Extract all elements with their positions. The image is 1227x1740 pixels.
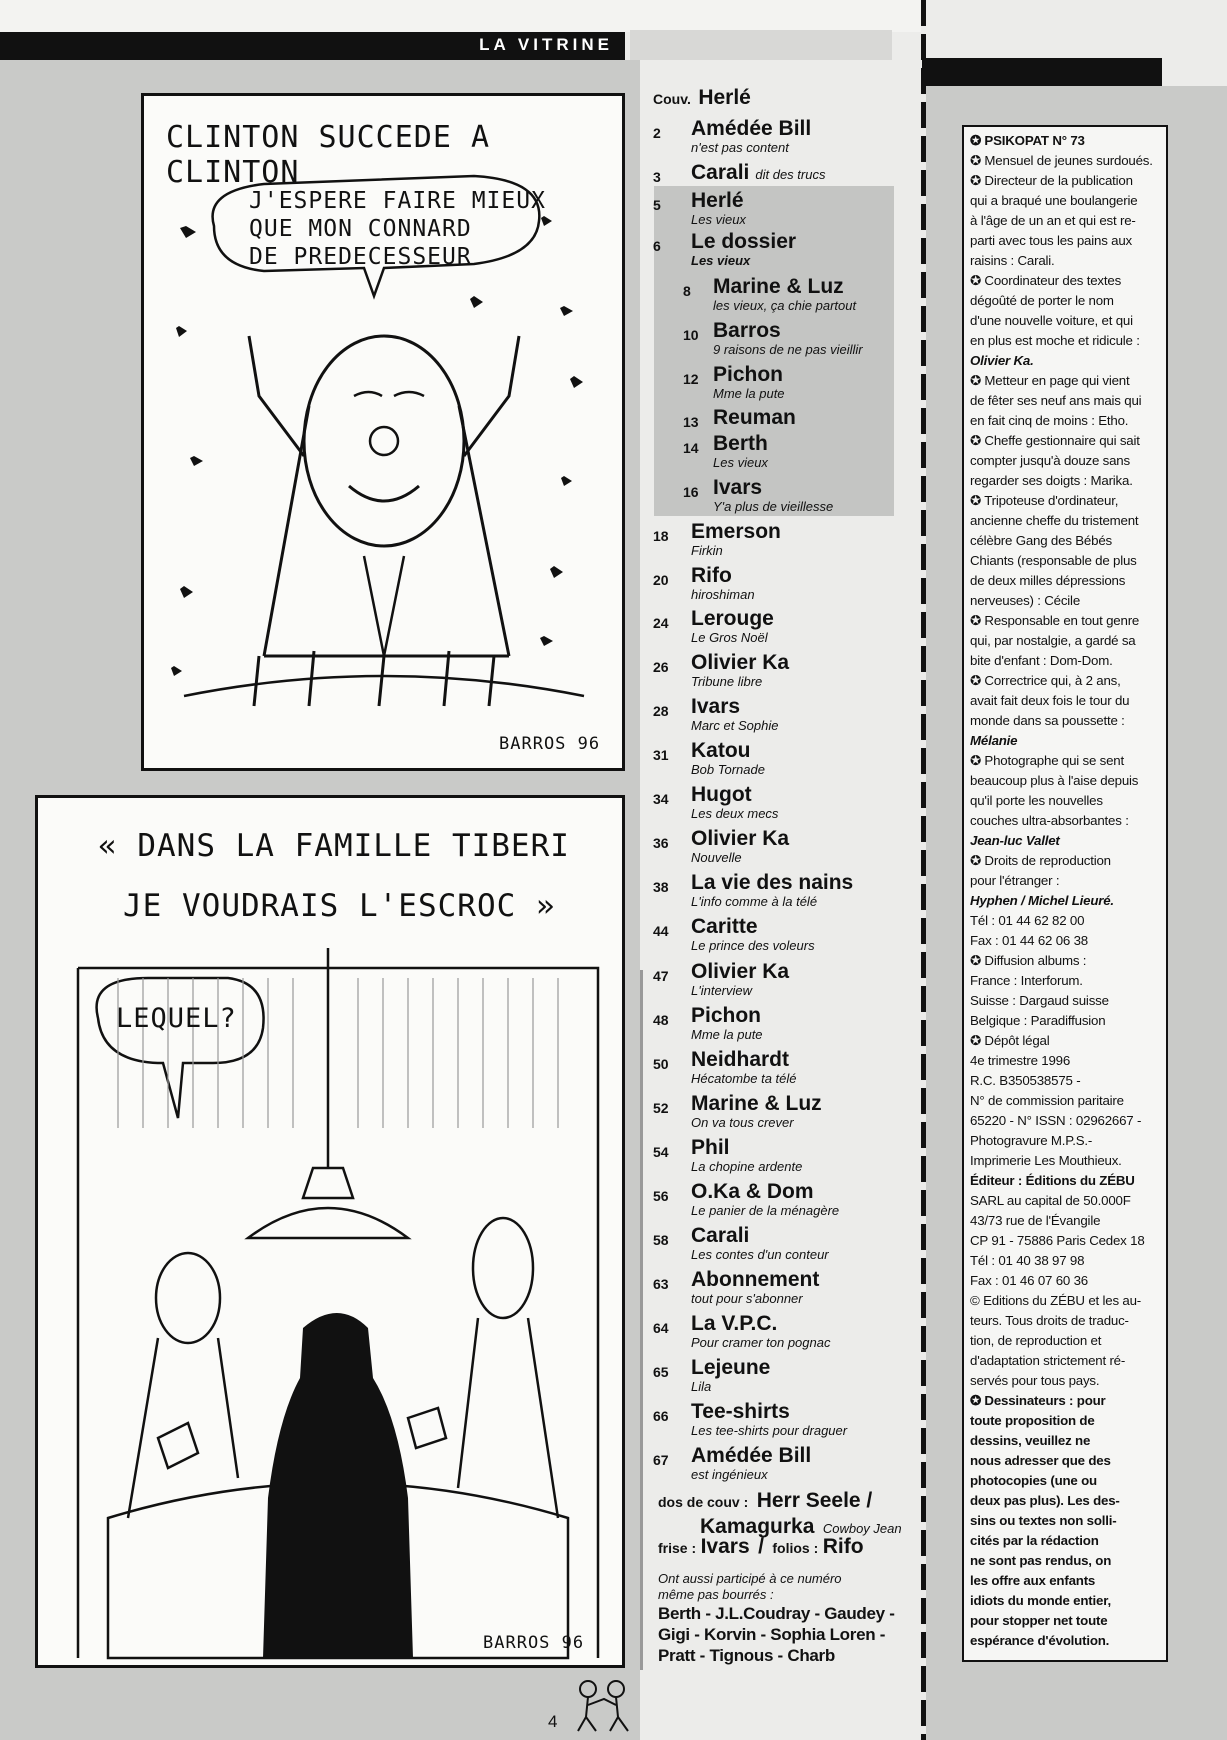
toc-item-number: 52 xyxy=(653,1100,669,1116)
toc-item-subtitle: Les tee-shirts pour draguer xyxy=(691,1423,848,1438)
toc-item-title: Lerouge xyxy=(691,607,774,630)
toc-item xyxy=(683,364,913,401)
toc-item-number: 47 xyxy=(653,968,669,984)
toc-item-number: 2 xyxy=(653,125,661,141)
cartoon-caption: CLINTON SUCCEDE A CLINTON xyxy=(166,120,491,190)
toc-item xyxy=(653,1137,913,1174)
toc-item xyxy=(653,1093,913,1130)
section-title: LA VITRINE xyxy=(479,35,613,54)
masthead-line: France : Interforum. xyxy=(970,973,1083,988)
toc-item xyxy=(653,696,913,733)
masthead-line: Chiants (responsable de plus xyxy=(970,553,1137,568)
toc-item-title: O.Ka & Dom xyxy=(691,1180,814,1203)
masthead-line: ✪ Correctrice qui, à 2 ans, xyxy=(970,673,1121,688)
masthead-line: pour stopper net toute xyxy=(970,1613,1108,1628)
masthead-line: ✪ Responsable en tout genre xyxy=(970,613,1140,628)
toc-item-title: Amédée Bill xyxy=(691,1444,812,1467)
masthead-line: compter jusqu'à douze sans xyxy=(970,453,1130,468)
toc-contributors-line: Berth - J.L.Coudray - Gaudey - xyxy=(658,1604,895,1623)
toc-item-number: 65 xyxy=(653,1364,669,1380)
masthead-line: cités par la rédaction xyxy=(970,1533,1099,1548)
masthead-line: pour l'étranger : xyxy=(970,873,1060,888)
masthead-line: qui a braqué une boulangerie xyxy=(970,193,1138,208)
cartoon-panel-clinton xyxy=(141,93,625,771)
masthead-line: CP 91 - 75886 Paris Cedex 18 xyxy=(970,1233,1145,1248)
toc-item-subtitle: Le prince des voleurs xyxy=(691,938,815,953)
masthead-line: dessins, veuillez ne xyxy=(970,1433,1091,1448)
toc-item-subtitle: Y'a plus de vieillesse xyxy=(713,499,834,514)
toc-item xyxy=(653,190,913,227)
toc-back-cover-label: dos de couv : xyxy=(658,1494,749,1510)
toc-item-subtitle: Lila xyxy=(691,1379,712,1394)
footer-mascot-icon xyxy=(568,1675,638,1735)
toc-item-title: Carali xyxy=(691,161,750,184)
toc-item xyxy=(653,740,913,777)
header-bleed-through xyxy=(630,30,892,60)
toc-item xyxy=(683,477,913,514)
masthead-line: d'adaptation strictement ré- xyxy=(970,1353,1126,1368)
toc-item-number: 58 xyxy=(653,1232,669,1248)
masthead-line: ancienne cheffe du tristement xyxy=(970,513,1139,528)
masthead-line: d'une nouvelle voiture, et qui xyxy=(970,313,1133,328)
cartoon-speech: LEQUEL? xyxy=(116,1003,237,1034)
cartoon-illustration-tiberi xyxy=(38,798,622,1665)
masthead-line: qui, par nostalgie, a gardé sa xyxy=(970,633,1136,648)
toc-item-subtitle: Bob Tornade xyxy=(691,762,765,777)
toc-folios-separator: / xyxy=(758,1535,764,1558)
toc-item xyxy=(653,916,913,953)
toc-item-number: 64 xyxy=(653,1320,669,1336)
toc-item-number: 24 xyxy=(653,615,669,631)
toc-item-title: Phil xyxy=(691,1136,730,1159)
toc-item xyxy=(653,652,913,689)
section-header-bar xyxy=(0,32,625,60)
toc-item xyxy=(653,828,913,865)
cartoon-caption-line-2: JE VOUDRAIS L'ESCROC » xyxy=(123,888,556,924)
masthead-line: sins ou textes non solli- xyxy=(970,1513,1117,1528)
toc-item-subtitle: Les contes d'un conteur xyxy=(691,1247,829,1262)
toc-item xyxy=(683,433,913,470)
toc-item xyxy=(653,1049,913,1086)
toc-item xyxy=(683,320,913,357)
toc-item-title: Tee-shirts xyxy=(691,1400,790,1423)
toc-item-subtitle: 9 raisons de ne pas vieillir xyxy=(713,342,863,357)
masthead-line: Tél : 01 44 62 82 00 xyxy=(970,913,1085,928)
toc-item-title: Marine & Luz xyxy=(691,1092,822,1115)
toc-item xyxy=(653,565,913,602)
toc-item-number: 31 xyxy=(653,747,669,763)
masthead-line: teurs. Tous droits de traduc- xyxy=(970,1313,1129,1328)
toc-item-subtitle: Pour cramer ton pognac xyxy=(691,1335,831,1350)
toc-item-title: Pichon xyxy=(713,363,784,386)
toc-item xyxy=(683,276,913,313)
masthead-text xyxy=(964,127,1166,1651)
masthead-line: regarder ses doigts : Marika. xyxy=(970,473,1133,488)
page-number: 4 xyxy=(548,1712,558,1731)
masthead-line: idiots du monde entier, xyxy=(970,1593,1111,1608)
toc-item-subtitle: L'interview xyxy=(691,983,753,998)
toc-item xyxy=(653,784,913,821)
masthead-line: ✪ Coordinateur des textes xyxy=(970,273,1122,288)
toc-folios-name: Rifo xyxy=(822,1535,864,1558)
masthead-line: toute proposition de xyxy=(970,1413,1095,1428)
toc-frise-label: frise : xyxy=(658,1540,697,1556)
masthead-line: de fêter ses neuf ans mais qui xyxy=(970,393,1142,408)
toc-item-subtitle: L'info comme à la télé xyxy=(691,894,818,909)
toc-contributors-line: Gigi - Korvin - Sophia Loren - xyxy=(658,1625,886,1644)
masthead-line: photocopies (une ou xyxy=(970,1473,1097,1488)
toc-separator xyxy=(640,970,643,1670)
toc-item-subtitle: La chopine ardente xyxy=(691,1159,803,1174)
masthead-line: Olivier Ka. xyxy=(970,353,1034,368)
masthead-line: parti avec tous les pains aux xyxy=(970,233,1132,248)
toc-item-subtitle: On va tous crever xyxy=(691,1115,794,1130)
masthead-line: ✪ Photographe qui se sent xyxy=(970,753,1124,768)
masthead-line: à l'âge de un an et qui est re- xyxy=(970,213,1136,228)
toc-item xyxy=(653,872,913,909)
masthead-line: Fax : 01 46 07 60 36 xyxy=(970,1273,1088,1288)
toc-item xyxy=(653,231,913,268)
masthead-line: Tél : 01 40 38 97 98 xyxy=(970,1253,1085,1268)
masthead-line: nerveuses) : Cécile xyxy=(970,593,1081,608)
toc-item xyxy=(653,1181,913,1218)
toc-item-number: 20 xyxy=(653,572,669,588)
toc-item xyxy=(653,1445,913,1482)
top-left-white-strip xyxy=(0,0,921,32)
toc-item-title: Reuman xyxy=(713,406,796,429)
toc-folios-label: folios : xyxy=(772,1540,819,1556)
toc-item-number: 48 xyxy=(653,1012,669,1028)
toc-item xyxy=(653,608,913,645)
toc-item-title: Emerson xyxy=(691,520,781,543)
masthead-line: ✪ Directeur de la publication xyxy=(970,173,1133,188)
masthead-line: dégoûté de porter le nom xyxy=(970,293,1114,308)
toc-item-title: Ivars xyxy=(713,476,763,499)
toc-item-title: Olivier Ka xyxy=(691,960,790,983)
toc-item-title: Herlé xyxy=(691,189,744,212)
cartoon-speech-line-2: QUE MON CONNARD xyxy=(249,216,472,242)
toc-item-number: Couv. xyxy=(653,91,691,107)
toc-frise-folios xyxy=(658,1535,923,1559)
right-header-bar xyxy=(922,58,1162,86)
masthead-line: couches ultra-absorbantes : xyxy=(970,813,1129,828)
masthead-line: raisins : Carali. xyxy=(970,253,1055,268)
masthead-line: ✪ Mensuel de jeunes surdoués. xyxy=(970,153,1153,168)
toc-item-title: Barros xyxy=(713,319,781,342)
toc-item-title: Neidhardt xyxy=(691,1048,790,1071)
masthead-line: ✪ Metteur en page qui vient xyxy=(970,373,1130,388)
toc-item xyxy=(653,1005,913,1042)
masthead-line: R.C. B350538575 - xyxy=(970,1073,1081,1088)
toc-item-subtitle: dit des trucs xyxy=(755,167,826,182)
masthead-line: Fax : 01 44 62 06 38 xyxy=(970,933,1088,948)
toc-item-subtitle: n'est pas content xyxy=(691,140,789,155)
toc-item-subtitle: Le Gros Noël xyxy=(691,630,768,645)
toc-item-number: 54 xyxy=(653,1144,669,1160)
toc-item-subtitle: tout pour s'abonner xyxy=(691,1291,803,1306)
toc-item-number: 12 xyxy=(683,371,699,387)
masthead-line: SARL au capital de 50.000F xyxy=(970,1193,1131,1208)
cartoon-speech-line-1: J'ESPERE FAIRE MIEUX xyxy=(249,188,546,214)
toc-item-subtitle: Firkin xyxy=(691,543,723,558)
masthead-line: bite d'enfant : Dom-Dom. xyxy=(970,653,1113,668)
masthead-line: N° de commission paritaire xyxy=(970,1093,1124,1108)
toc-item-title: Herlé xyxy=(698,86,751,109)
toc-item-number: 44 xyxy=(653,923,669,939)
toc-item-number: 66 xyxy=(653,1408,669,1424)
toc-item-subtitle: les vieux, ça chie partout xyxy=(713,298,857,313)
toc-contributors-line: Pratt - Tignous - Charb xyxy=(658,1646,835,1665)
toc-back-cover xyxy=(658,1489,923,1541)
masthead-line: Belgique : Paradiffusion xyxy=(970,1013,1106,1028)
toc-item xyxy=(653,1269,913,1306)
toc-back-cover-name-2: Kamagurka xyxy=(700,1515,815,1538)
toc-item-number: 56 xyxy=(653,1188,669,1204)
masthead-line: ✪ Dépôt légal xyxy=(970,1033,1050,1048)
toc-item-number: 67 xyxy=(653,1452,669,1468)
toc-item xyxy=(653,162,913,186)
masthead-line: ✪ Cheffe gestionnaire qui sait xyxy=(970,433,1140,448)
toc-item-title: Ivars xyxy=(691,695,741,718)
masthead-line: 65220 - N° ISSN : 02962667 - xyxy=(970,1113,1142,1128)
masthead-line: avait fait deux fois le tour du xyxy=(970,693,1130,708)
toc-item-title: La vie des nains xyxy=(691,871,854,894)
dashed-column-divider xyxy=(921,0,926,1740)
toc-item-subtitle: Hécatombe ta télé xyxy=(691,1071,797,1086)
masthead-line: monde dans sa poussette : xyxy=(970,713,1125,728)
masthead-line: © Editions du ZÉBU et les au- xyxy=(970,1293,1142,1308)
toc-contributors xyxy=(658,1603,923,1666)
masthead-line: 4e trimestre 1996 xyxy=(970,1053,1071,1068)
toc-item-number: 8 xyxy=(683,283,691,299)
toc-item-cover xyxy=(653,86,903,110)
masthead-line: qu'il porte les nouvelles xyxy=(970,793,1103,808)
toc-item-subtitle: Les deux mecs xyxy=(691,806,779,821)
toc-contributors-intro-line: même pas bourrés : xyxy=(658,1587,774,1602)
toc-item-title: Rifo xyxy=(691,564,732,587)
masthead-line: 43/73 rue de l'Évangile xyxy=(970,1213,1101,1228)
toc-item-number: 50 xyxy=(653,1056,669,1072)
cartoon-signature: BARROS 96 xyxy=(499,734,601,754)
masthead-line: nous adresser que des xyxy=(970,1453,1111,1468)
masthead-line: Photogravure M.P.S.- xyxy=(970,1133,1093,1148)
toc-item-number: 5 xyxy=(653,197,661,213)
cartoon-signature: BARROS 96 xyxy=(483,1633,585,1653)
masthead-line: les offre aux enfants xyxy=(970,1573,1096,1588)
toc-contributors-intro xyxy=(658,1571,918,1603)
masthead-line: ✪ Diffusion albums : xyxy=(970,953,1087,968)
toc-item-title: La V.P.C. xyxy=(691,1312,778,1335)
toc-item-number: 10 xyxy=(683,327,699,343)
toc-item-number: 38 xyxy=(653,879,669,895)
toc-frise-name: Ivars xyxy=(700,1535,750,1558)
toc-item-title: Marine & Luz xyxy=(713,275,844,298)
toc-item-number: 36 xyxy=(653,835,669,851)
toc-item-subtitle: Mme la pute xyxy=(691,1027,763,1042)
masthead-line: Éditeur : Éditions du ZÉBU xyxy=(970,1173,1135,1188)
cartoon-panel-tiberi xyxy=(35,795,625,1668)
toc-item xyxy=(653,521,913,558)
masthead-line: Hyphen / Michel Lieuré. xyxy=(970,893,1114,908)
cartoon-caption-line-1: « DANS LA FAMILLE TIBERI xyxy=(98,828,570,864)
toc-item-number: 13 xyxy=(683,414,699,430)
toc-item-title: Katou xyxy=(691,739,751,762)
toc-item-title: Amédée Bill xyxy=(691,117,812,140)
toc-item-title: Olivier Ka xyxy=(691,827,790,850)
masthead-box xyxy=(962,125,1168,1662)
toc-item-subtitle: hiroshiman xyxy=(691,587,755,602)
toc-item-subtitle: Le panier de la ménagère xyxy=(691,1203,840,1218)
toc-item-subtitle: Mme la pute xyxy=(713,386,785,401)
toc-item-number: 28 xyxy=(653,703,669,719)
toc-item-subtitle: est ingénieux xyxy=(691,1467,768,1482)
masthead-line: espérance d'évolution. xyxy=(970,1633,1110,1648)
toc-item-title: Caritte xyxy=(691,915,758,938)
toc-item-number: 3 xyxy=(653,169,661,185)
toc-item-number: 16 xyxy=(683,484,699,500)
masthead-line: ✪ Tripoteuse d'ordinateur, xyxy=(970,493,1119,508)
toc-item xyxy=(653,1225,913,1262)
toc-item xyxy=(653,1401,913,1438)
toc-item-title: Lejeune xyxy=(691,1356,771,1379)
masthead-line: Jean-luc Vallet xyxy=(970,833,1060,848)
masthead-line: servés pour tous pays. xyxy=(970,1373,1100,1388)
masthead-line: ✪ Droits de reproduction xyxy=(970,853,1111,868)
masthead-line: ✪ Dessinateurs : pour xyxy=(970,1393,1106,1408)
toc-item xyxy=(653,118,913,155)
toc-item-title: Olivier Ka xyxy=(691,651,790,674)
masthead-line: tion, de reproduction et xyxy=(970,1333,1102,1348)
toc-item-subtitle: Marc et Sophie xyxy=(691,718,779,733)
masthead-line: Imprimerie Les Mouthieux. xyxy=(970,1153,1122,1168)
toc-item-title: Carali xyxy=(691,1224,750,1247)
masthead-line: ✪ PSIKOPAT N° 73 xyxy=(970,133,1085,148)
toc-item-number: 63 xyxy=(653,1276,669,1292)
masthead-line: Mélanie xyxy=(970,733,1018,748)
toc-item-title: Hugot xyxy=(691,783,752,806)
masthead-line: célèbre Gang des Bébés xyxy=(970,533,1112,548)
toc-item-number: 18 xyxy=(653,528,669,544)
toc-item xyxy=(653,1357,913,1394)
masthead-line: en fait cinq de moins : Etho. xyxy=(970,413,1129,428)
toc-item-title: Pichon xyxy=(691,1004,762,1027)
toc-item xyxy=(653,1313,913,1350)
toc-item-number: 34 xyxy=(653,791,669,807)
toc-item-title: Berth xyxy=(713,432,768,455)
toc-item-number: 6 xyxy=(653,238,661,254)
toc-back-cover-name-1: Herr Seele / xyxy=(756,1489,873,1512)
toc-item xyxy=(653,961,913,998)
masthead-line: deux pas plus). Les des- xyxy=(970,1493,1120,1508)
toc-item-subtitle: Les vieux xyxy=(713,455,768,470)
toc-item-number: 26 xyxy=(653,659,669,675)
masthead-line: ne sont pas rendus, on xyxy=(970,1553,1112,1568)
toc-back-cover-sub: Cowboy Jean xyxy=(822,1521,902,1536)
masthead-line: de deux milles dépressions xyxy=(970,573,1126,588)
toc-item-title: Le dossier xyxy=(691,230,797,253)
masthead-line: Suisse : Dargaud suisse xyxy=(970,993,1109,1008)
toc-item xyxy=(683,407,913,430)
toc-item-title: Abonnement xyxy=(691,1268,820,1291)
toc-item-subtitle: Les vieux xyxy=(691,212,746,227)
toc-contributors-intro-line: Ont aussi participé à ce numéro xyxy=(658,1571,842,1586)
masthead-line: beaucoup plus à l'aise depuis xyxy=(970,773,1139,788)
toc-item-subtitle: Les vieux xyxy=(691,253,751,268)
masthead-line: en plus est moche et ridicule : xyxy=(970,333,1140,348)
toc-item-number: 14 xyxy=(683,440,699,456)
cartoon-speech-line-3: DE PREDECESSEUR xyxy=(249,244,472,270)
toc-item-subtitle: Tribune libre xyxy=(691,674,763,689)
toc-item-subtitle: Nouvelle xyxy=(691,850,742,865)
